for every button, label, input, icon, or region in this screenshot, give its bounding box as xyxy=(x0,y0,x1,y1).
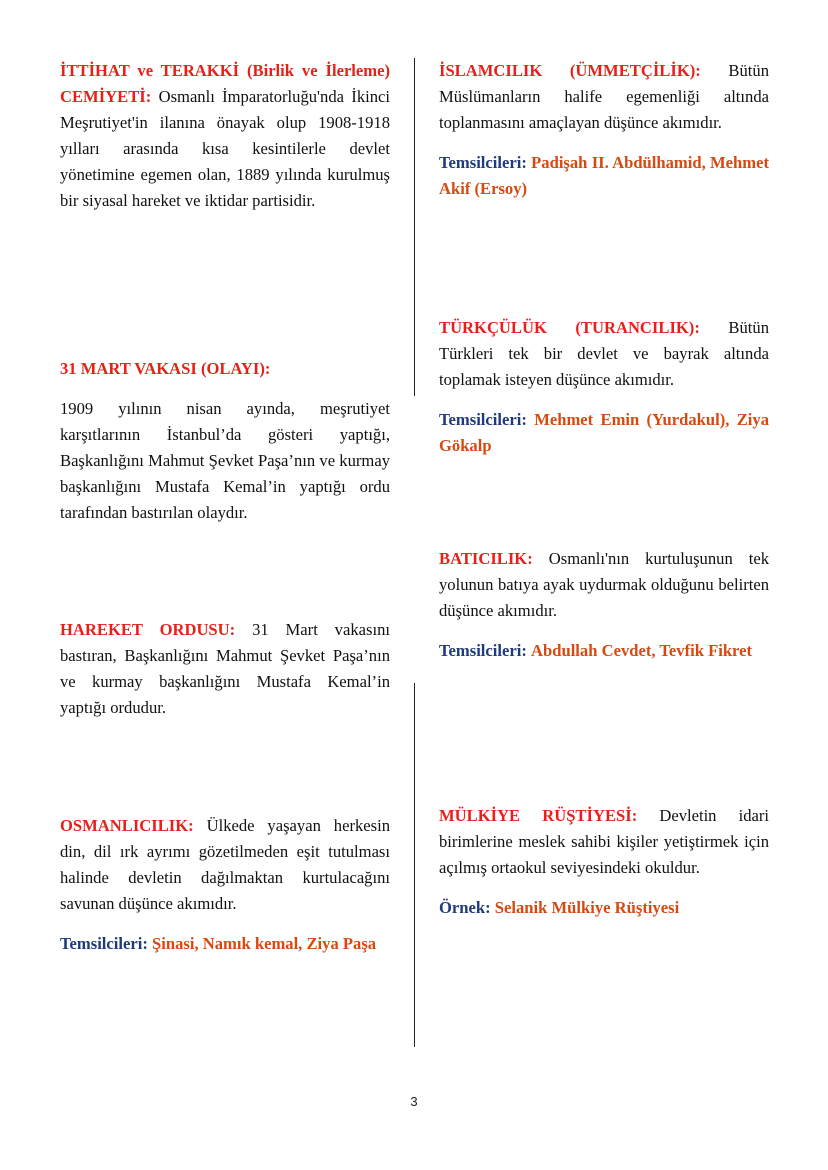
hareket-paragraph xyxy=(60,617,390,721)
mulkiye-example-value: Selanik Mülkiye Rüştiyesi xyxy=(494,898,680,917)
islamcilik-rep-label: Temsilcileri: xyxy=(439,153,527,172)
islamcilik-text: Bütün Müslümanların halife egemenliği altında toplanmasını amaçlayan düşünce akımıdır. xyxy=(439,61,769,132)
osmanlicilik-rep-label: Temsilcileri: xyxy=(60,934,148,953)
mart31-heading: 31 MART VAKASI (OLAYI): xyxy=(60,359,271,378)
ittihat-heading: İTTİHAT ve TERAKKİ (Birlik ve İlerleme) CEMİYETİ: xyxy=(60,61,390,106)
ittihat-text: Osmanlı İmparatorluğu'nda İkinci Meşrutiyet'in ilanına önayak olup 1908-1918 yılları arasında kısa kesintilerle devlet yönetimine egemen olan, 1889 yılında kurulmuş bir siyasal hareket ve iktidar partisidir. xyxy=(60,87,390,210)
osmanlicilik-rep-names: Şinasi, Namık kemal, Ziya Paşa xyxy=(152,934,377,953)
column-divider-bottom xyxy=(414,683,415,1047)
turkculuk-rep-names: Mehmet Emin (Yurdakul), Ziya Gökalp xyxy=(439,410,769,455)
islamcilik-rep-names: Padişah II. Abdülhamid, Mehmet Akif (Ersoy) xyxy=(439,153,769,198)
ittihat-section xyxy=(60,58,390,214)
baticilik-section xyxy=(439,546,769,664)
ittihat-paragraph xyxy=(60,58,390,214)
mulkiye-example xyxy=(439,895,769,921)
hareket-section xyxy=(60,617,390,721)
turkculuk-rep-label: Temsilcileri: xyxy=(439,410,527,429)
osmanlicilik-section xyxy=(60,813,390,957)
mulkiye-example-label: Örnek: xyxy=(439,898,491,917)
mulkiye-paragraph xyxy=(439,803,769,881)
islamcilik-heading: İSLAMCILIK (ÜMMETÇİLİK): xyxy=(439,61,701,80)
page-number: 3 xyxy=(410,1094,418,1109)
mart31-text: 1909 yılının nisan ayında, meşrutiyet karşıtlarının İstanbul’da gösteri yaptığı, Başkanlığını Mahmut Şevket Paşa’nın ve kurmay başkanlığını Mustafa Kemal’in yaptığı ordu tarafından bastırılan olaydır. xyxy=(60,399,390,522)
turkculuk-text: Bütün Türkleri tek bir devlet ve bayrak altında toplamak isteyen düşünce akımıdır. xyxy=(439,318,769,389)
baticilik-text: Osmanlı'nın kurtuluşunun tek yolunun batıya ayak uydurmak olduğunu belirten düşünce akımıdır. xyxy=(439,549,769,620)
mulkiye-text: Devletin idari birimlerine meslek sahibi kişiler yetiştirmek için açılmış ortaokul seviyesindeki okuldur. xyxy=(439,806,769,877)
islamcilik-section xyxy=(439,58,769,202)
osmanlicilik-representatives xyxy=(60,931,390,957)
baticilik-paragraph xyxy=(439,546,769,624)
mulkiye-section xyxy=(439,803,769,921)
column-divider-top xyxy=(414,58,415,396)
islamcilik-paragraph xyxy=(439,58,769,136)
islamcilik-representatives xyxy=(439,150,769,202)
turkculuk-representatives xyxy=(439,407,769,459)
osmanlicilik-text: Ülkede yaşayan herkesin din, dil ırk ayrımı gözetilmeden eşit tutulması halinde devletin dağılmaktan kurtulacağını savunan düşünce akımıdır. xyxy=(60,816,390,913)
osmanlicilik-heading: OSMANLICILIK: xyxy=(60,816,194,835)
baticilik-rep-names: Abdullah Cevdet, Tevfik Fikret xyxy=(531,641,753,660)
baticilik-rep-label: Temsilcileri: xyxy=(439,641,527,660)
turkculuk-paragraph xyxy=(439,315,769,393)
turkculuk-heading: TÜRKÇÜLÜK (TURANCILIK): xyxy=(439,318,700,337)
hareket-text: 31 Mart vakasını bastıran, Başkanlığını Mahmut Şevket Paşa’nın ve kurmay başkanlığını Mustafa Kemal’in yaptığı ordudur. xyxy=(60,620,390,717)
osmanlicilik-paragraph xyxy=(60,813,390,917)
baticilik-representatives xyxy=(439,638,769,664)
mulkiye-heading: MÜLKİYE RÜŞTİYESİ: xyxy=(439,806,638,825)
baticilik-heading: BATICILIK: xyxy=(439,549,533,568)
hareket-heading: HAREKET ORDUSU: xyxy=(60,620,236,639)
turkculuk-section xyxy=(439,315,769,459)
mart31-section xyxy=(60,356,390,526)
